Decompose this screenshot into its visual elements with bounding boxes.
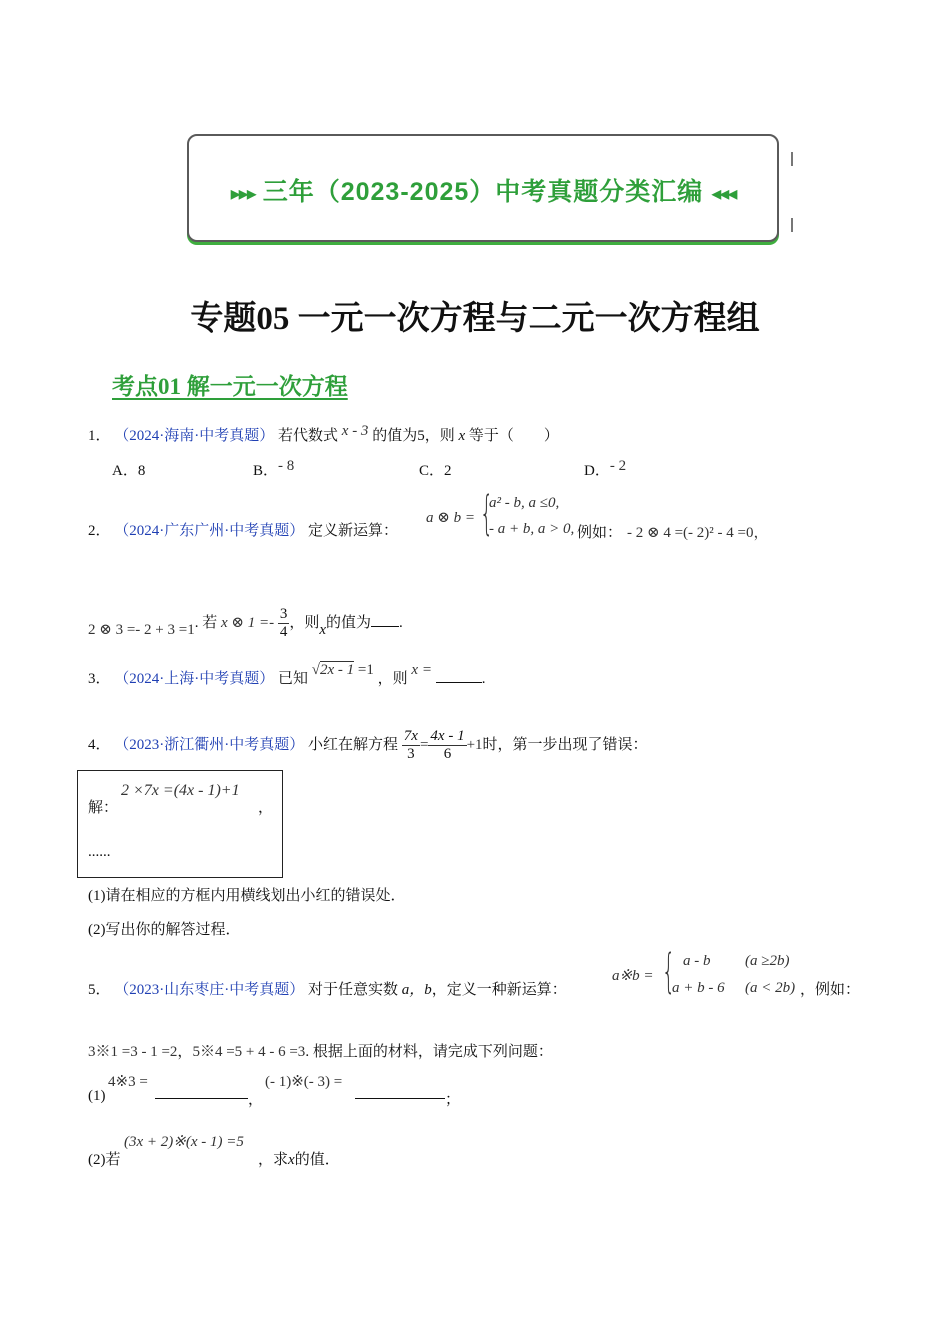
question-number: 1． xyxy=(88,428,111,444)
question-text: ，定义一种新运算： xyxy=(431,982,567,998)
page-title: 专题05 一元一次方程与二元一次方程组 xyxy=(190,301,760,337)
question-text xyxy=(258,1148,340,1169)
separator: ， xyxy=(177,1044,193,1060)
fraction-denominator: 4 xyxy=(279,624,288,640)
question-source: （2024·海南·中考真题） xyxy=(114,428,275,444)
variable: x xyxy=(319,621,326,638)
part-1-expression-a: 4※3 = xyxy=(108,1074,148,1090)
example-label: 例如： xyxy=(577,525,623,541)
question-text: 已知 xyxy=(278,671,309,687)
question-5 xyxy=(88,978,567,999)
sub-question-2: (2)写出你的解答过程． xyxy=(88,922,241,938)
option-b xyxy=(253,459,294,480)
piecewise-case-2: a + b - 6 xyxy=(672,980,725,996)
example-expression: 2 ⊗ 3 =- 2 + 3 =1 xyxy=(88,621,195,638)
question-number: 4． xyxy=(88,736,111,753)
part-2-equation: (3x + 2)※(x - 1) =5 xyxy=(124,1134,244,1150)
part-label: (2)若 xyxy=(88,1152,121,1168)
question-source: （2023·浙江衢州·中考真题） xyxy=(114,736,305,753)
banner-text: 三年（2023-2025）中考真题分类汇编 xyxy=(262,178,704,206)
piecewise-condition-2: (a < 2b) xyxy=(745,980,796,996)
separator: ； xyxy=(445,1092,461,1108)
example-expression: - 2 ⊗ 4 =(- 2)² - 4 =0， xyxy=(627,525,769,541)
part-label: (1) xyxy=(88,1088,106,1104)
answer-blank[interactable] xyxy=(355,1098,445,1099)
example-expression: 5※4 =5 + 4 - 6 =3 xyxy=(192,1044,306,1060)
question-1 xyxy=(88,424,559,445)
option-label: C． xyxy=(419,463,445,479)
option-label: B． xyxy=(253,463,279,479)
question-text: . 若 xyxy=(194,614,218,631)
question-text: 时，第一步出现了错误： xyxy=(482,736,648,753)
fraction-denominator: 6 xyxy=(443,746,452,762)
math-expression: +1 xyxy=(466,736,483,753)
piecewise-case-2: - a + b, a > 0, xyxy=(489,521,575,537)
piecewise-case-1: a² - b, a ≤0, xyxy=(489,495,560,511)
question-text: 小红在解方程 xyxy=(308,736,399,753)
definition-lhs: a※b = xyxy=(612,968,654,984)
option-label: D． xyxy=(584,463,610,479)
question-text: 等于（ ） xyxy=(468,428,559,444)
separator: ， xyxy=(248,1092,264,1108)
piecewise-condition-1: (a ≥2b) xyxy=(745,953,790,969)
question-text: 若代数式 xyxy=(278,428,339,444)
section-heading: 考点01 解一元一次方程 xyxy=(112,374,348,399)
question-text: . xyxy=(399,614,403,631)
variable: x xyxy=(288,1152,295,1168)
sub-question-1: (1)请在相应的方框内用横线划出小红的错误处． xyxy=(88,888,406,904)
margin-mark xyxy=(791,152,793,166)
fraction xyxy=(278,606,290,641)
question-5-examples xyxy=(88,1040,553,1061)
left-brace-icon: { xyxy=(480,486,494,540)
question-text: ，则 xyxy=(289,614,320,631)
option-value: - 2 xyxy=(609,458,627,474)
fraction-numerator: 3 xyxy=(279,606,288,622)
part-1-expression-b: (- 1)※(- 3) = xyxy=(265,1074,343,1090)
question-text: ，则 xyxy=(377,671,408,687)
fraction-denominator: 3 xyxy=(407,746,415,762)
question-5-part-1 xyxy=(88,1088,106,1105)
solution-equation[interactable]: 2 ×7x =(4x - 1)+1 xyxy=(121,782,240,799)
variables: a，b xyxy=(401,982,432,998)
fraction xyxy=(428,728,466,763)
margin-mark xyxy=(791,218,793,232)
equals-sign: = xyxy=(419,736,429,753)
question-text: ，例如： xyxy=(800,982,861,998)
answer-blank[interactable] xyxy=(155,1098,248,1099)
banner-title xyxy=(189,172,777,208)
question-text: ，求 xyxy=(258,1152,289,1168)
option-a xyxy=(112,459,145,480)
radicand: 2x - 1 xyxy=(320,662,355,678)
variable: x xyxy=(458,428,466,444)
question-text: 的值． xyxy=(294,1152,340,1168)
option-c xyxy=(419,459,452,480)
radical-expression: √2x - 1 =1 xyxy=(311,662,374,678)
option-label: A． xyxy=(112,463,138,479)
question-number: 2． xyxy=(88,523,111,539)
example-expression: 3※1 =3 - 1 =2 xyxy=(88,1044,178,1060)
left-arrows-icon: ▸▸▸ xyxy=(230,181,255,205)
radical-result: =1 xyxy=(357,662,374,678)
answer-blank[interactable] xyxy=(371,626,399,627)
question-4 xyxy=(88,728,648,763)
question-source: （2024·上海·中考真题） xyxy=(114,671,275,687)
option-value: 8 xyxy=(137,463,146,479)
left-brace-icon: { xyxy=(662,944,676,998)
question-text: 定义新运算： xyxy=(308,523,399,539)
question-2 xyxy=(88,519,398,540)
question-source: （2024·广东广州·中考真题） xyxy=(114,523,305,539)
solution-comma: ， xyxy=(258,800,274,816)
math-expression: x - 3 xyxy=(341,423,369,439)
piecewise-case-1: a - b xyxy=(683,953,711,969)
question-source: （2023·山东枣庄·中考真题） xyxy=(114,982,305,998)
question-number: 5． xyxy=(88,982,111,998)
question-text: . xyxy=(481,671,486,687)
definition-lhs: a ⊗ b = xyxy=(426,510,475,526)
fraction-numerator: 7x xyxy=(403,728,418,744)
header-banner xyxy=(187,134,779,242)
question-3 xyxy=(88,662,486,688)
question-text: 对于任意实数 xyxy=(308,982,399,998)
fraction-numerator: 4x - 1 xyxy=(430,728,465,744)
answer-blank[interactable] xyxy=(436,682,482,683)
question-5-part-2 xyxy=(88,1148,121,1169)
condition-expression: x ⊗ 1 =- xyxy=(220,614,275,631)
variable: x = xyxy=(411,662,432,678)
question-number: 3． xyxy=(88,671,111,687)
solution-label: 解： xyxy=(88,800,119,816)
right-arrows-icon: ◂◂◂ xyxy=(711,181,736,205)
solution-ellipsis: ...... xyxy=(88,844,111,860)
question-2-cont xyxy=(88,606,403,641)
question-text: . 根据上面的材料，请完成下列问题： xyxy=(305,1044,553,1060)
option-value: - 8 xyxy=(278,458,295,474)
question-text: 的值为5，则 xyxy=(372,428,455,444)
question-text: 的值为 xyxy=(326,614,372,631)
option-value: 2 xyxy=(444,463,452,479)
fraction xyxy=(402,728,420,763)
option-d xyxy=(584,459,626,480)
